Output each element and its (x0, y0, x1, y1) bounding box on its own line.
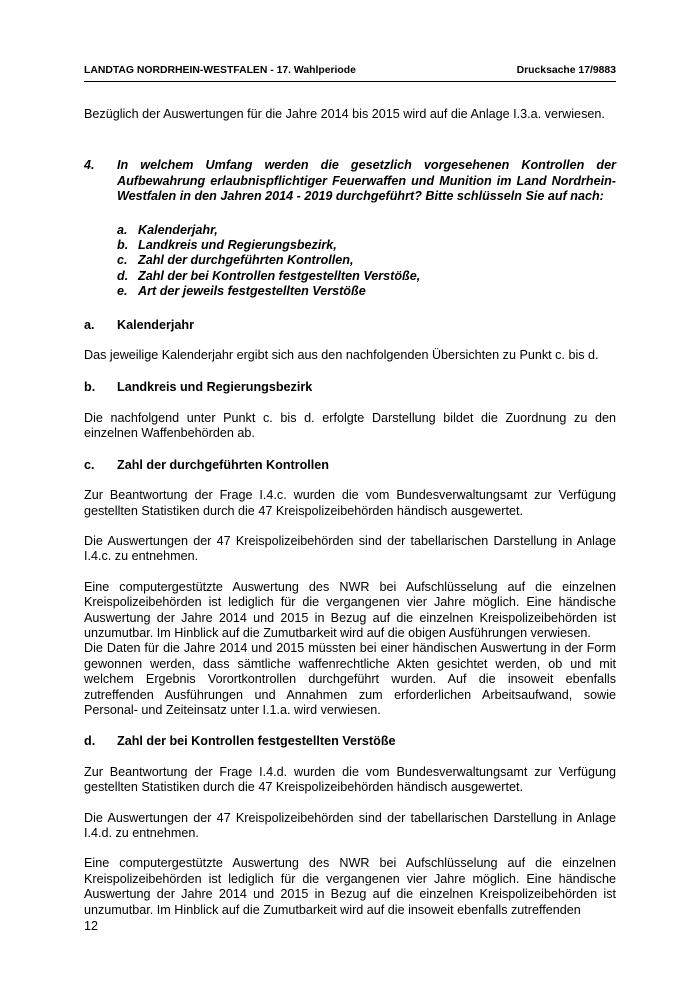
document-page (84, 64, 616, 918)
question-number: 4. (84, 158, 95, 173)
question-text: In welchem Umfang werden die gesetzlich vorgesehenen Kontrollen der Aufbewahrung erlaubnispflichtiger Feuerwaffen und Munition im Land Nordrhein-Westfalen in den Jahren 2014 - 2019 durchgeführt? Bitte schlüsseln Sie auf nach: (117, 158, 616, 204)
list-item (117, 238, 616, 253)
list-item (117, 253, 616, 268)
section-d-paragraph-2: Die Auswertungen der 47 Kreispolizeibehörden sind der tabellarischen Darstellung in Anlage I.4.d. zu entnehmen. (84, 810, 616, 840)
section-title: Zahl der bei Kontrollen festgestellten Verstöße (117, 734, 396, 749)
list-item (117, 269, 616, 284)
list-item-letter: a. (117, 222, 128, 237)
section-title: Landkreis und Regierungsbezirk (117, 380, 313, 395)
question-4 (84, 158, 616, 204)
list-item-letter: d. (117, 268, 129, 283)
list-item-letter: c. (117, 253, 128, 268)
section-letter: c. (84, 457, 95, 472)
list-item (117, 284, 616, 299)
list-item-letter: e. (117, 284, 128, 299)
list-item-text: Zahl der bei Kontrollen festgestellten Verstöße, (138, 268, 421, 283)
section-c-paragraph-2: Die Auswertungen der 47 Kreispolizeibehörden sind der tabellarischen Darstellung in Anlage I.4.c. zu entnehmen. (84, 533, 616, 564)
section-a-paragraph: Das jeweilige Kalenderjahr ergibt sich aus den nachfolgenden Übersichten zu Punkt c. bis d. (84, 348, 599, 363)
list-item (117, 223, 616, 238)
list-item-letter: b. (117, 238, 129, 253)
section-b-heading (84, 380, 616, 395)
list-item-text: Art der jeweils festgestellten Verstöße (138, 284, 366, 299)
intro-paragraph: Bezüglich der Auswertungen für die Jahre 2014 bis 2015 wird auf die Anlage I.3.a. verwiesen. (84, 107, 605, 121)
section-c-heading (84, 458, 616, 473)
section-d-paragraph-1: Zur Beantwortung der Frage I.4.d. wurden die vom Bundesverwaltungsamt zur Verfügung gestellten Statistiken durch die 47 Kreispolizeibehörden händisch ausgewertet. (84, 764, 616, 795)
page-header (84, 64, 616, 82)
header-drucksache: Drucksache 17/9883 (516, 65, 616, 76)
list-item-text: Landkreis und Regierungsbezirk, (138, 238, 337, 253)
list-item-text: Kalenderjahr, (138, 222, 218, 237)
header-title: LANDTAG NORDRHEIN-WESTFALEN - 17. Wahlperiode (84, 65, 356, 76)
section-letter: a. (84, 317, 95, 332)
section-a-heading (84, 318, 616, 333)
section-d-heading (84, 734, 616, 749)
section-b-paragraph: Die nachfolgend unter Punkt c. bis d. erfolgte Darstellung bildet die Zuordnung zu den einzelnen Waffenbehörden ab. (84, 410, 616, 441)
section-c-paragraph-3: Eine computergestützte Auswertung des NWR bei Aufschlüsselung auf die einzelnen Kreispolizeibehörden ist lediglich für die vergangenen vier Jahre möglich. Eine händische Auswertung der Jahre 2014 und 2015 in Bezug auf die einzelnen Kreispolizeibehörden ist unzumutbar. Im Hinblick auf die Zumutbarkeit wird auf die obigen Ausführungen verwiesen. (84, 579, 616, 640)
page-number: 12 (84, 919, 99, 933)
question-sublist (117, 223, 616, 300)
section-title: Zahl der durchgeführten Kontrollen (117, 457, 329, 472)
section-c-paragraph-4: Die Daten für die Jahre 2014 und 2015 müssten bei einer händischen Auswertung in der Form gewonnen werden, dass sämtliche waffenrechtliche Akten gesichtet werden, ob und mit welchem Ergebnis Vorortkontrollen durchgeführt wurden. Auf die insoweit ebenfalls zutreffenden Ausführungen und Annahmen zum erforderlichen Arbeitsaufwand, sowie Personal- und Zeiteinsatz unter I.1.a. wird verwiesen. (84, 641, 616, 717)
section-c-paragraph-1: Zur Beantwortung der Frage I.4.c. wurden die vom Bundesverwaltungsamt zur Verfügung gestellten Statistiken durch die 47 Kreispolizeibehörden händisch ausgewertet. (84, 488, 616, 518)
section-d-paragraph-3: Eine computergestützte Auswertung des NWR bei Aufschlüsselung auf die einzelnen Kreispolizeibehörden ist lediglich für die vergangenen vier Jahre möglich. Eine händische Auswertung der Jahre 2014 und 2015 in Bezug auf die einzelnen Kreispolizeibehörden ist unzumutbar. Im Hinblick auf die Zumutbarkeit wird auf die insoweit ebenfalls zutreffenden (84, 856, 616, 917)
section-letter: b. (84, 380, 96, 395)
list-item-text: Zahl der durchgeführten Kontrollen, (138, 253, 354, 268)
section-letter: d. (84, 734, 96, 749)
section-title: Kalenderjahr (117, 317, 194, 332)
